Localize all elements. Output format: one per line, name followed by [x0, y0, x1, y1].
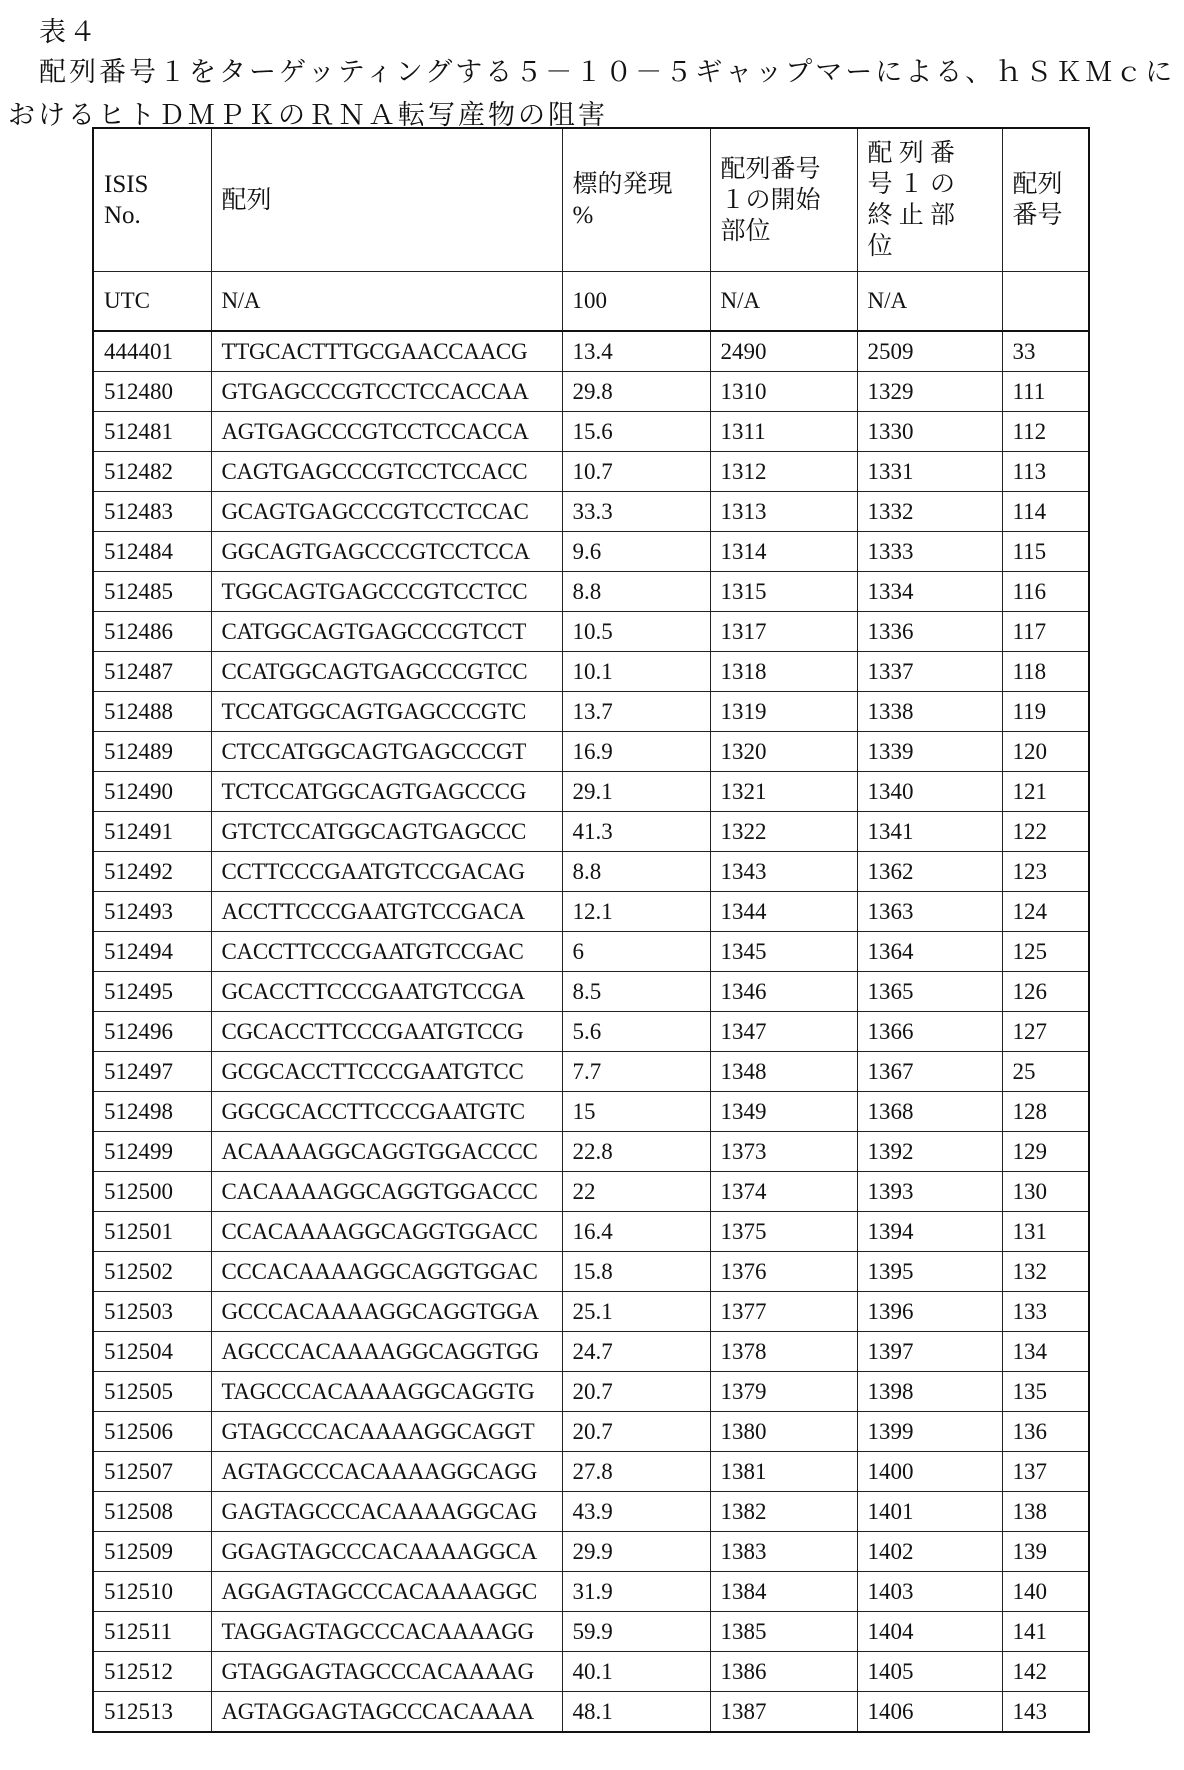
cell-seq-id-no: 143 — [1002, 1692, 1089, 1733]
cell-seq-id-no: 135 — [1002, 1372, 1089, 1412]
cell-seq-id-no: 142 — [1002, 1652, 1089, 1692]
cell-target-expression-pct: 16.9 — [562, 732, 710, 772]
cell-sequence: TAGGAGTAGCCCACAAAAGG — [211, 1612, 562, 1652]
cell-seq-id-no: 112 — [1002, 412, 1089, 452]
cell-seq-id-no: 120 — [1002, 732, 1089, 772]
table-row — [93, 812, 1089, 852]
cell-isis-no: 512504 — [93, 1332, 211, 1372]
cell-start-site: 1386 — [710, 1652, 857, 1692]
cell-start-site: 1349 — [710, 1092, 857, 1132]
cell-sequence: GAGTAGCCCACAAAAGGCAG — [211, 1492, 562, 1532]
table-row — [93, 932, 1089, 972]
table-row — [93, 1532, 1089, 1572]
cell-stop-site: 1334 — [857, 572, 1002, 612]
cell-target-expression-pct: 40.1 — [562, 1652, 710, 1692]
cell-stop-site: 1339 — [857, 732, 1002, 772]
cell-isis-no: UTC — [93, 272, 211, 332]
cell-seq-id-no: 125 — [1002, 932, 1089, 972]
table-row — [93, 1252, 1089, 1292]
cell-stop-site: 1406 — [857, 1692, 1002, 1733]
cell-sequence: CAGTGAGCCCGTCCTCCACC — [211, 452, 562, 492]
cell-target-expression-pct: 29.9 — [562, 1532, 710, 1572]
cell-seq-id-no: 138 — [1002, 1492, 1089, 1532]
cell-stop-site: 1363 — [857, 892, 1002, 932]
cell-start-site: 1317 — [710, 612, 857, 652]
cell-stop-site: 1341 — [857, 812, 1002, 852]
cell-sequence: CTCCATGGCAGTGAGCCCGT — [211, 732, 562, 772]
cell-seq-id-no: 114 — [1002, 492, 1089, 532]
header-line: 位 — [868, 231, 1002, 262]
cell-seq-id-no: 113 — [1002, 452, 1089, 492]
cell-start-site: 2490 — [710, 331, 857, 372]
cell-seq-id-no: 119 — [1002, 692, 1089, 732]
cell-sequence: GCCCACAAAAGGCAGGTGGA — [211, 1292, 562, 1332]
cell-stop-site: 1397 — [857, 1332, 1002, 1372]
table-row — [93, 1612, 1089, 1652]
cell-stop-site: 1332 — [857, 492, 1002, 532]
cell-sequence: N/A — [211, 272, 562, 332]
table-row — [93, 1052, 1089, 1092]
cell-start-site: N/A — [710, 272, 857, 332]
cell-stop-site: 1337 — [857, 652, 1002, 692]
cell-seq-id-no: 122 — [1002, 812, 1089, 852]
cell-isis-no: 512495 — [93, 972, 211, 1012]
cell-start-site: 1348 — [710, 1052, 857, 1092]
cell-sequence: GTAGGAGTAGCCCACAAAAG — [211, 1652, 562, 1692]
header-line: 配 列 番 — [868, 138, 1002, 169]
cell-seq-id-no: 118 — [1002, 652, 1089, 692]
cell-seq-id-no: 121 — [1002, 772, 1089, 812]
cell-start-site: 1378 — [710, 1332, 857, 1372]
table-row — [93, 1132, 1089, 1172]
header-line: 標的発現 — [573, 169, 710, 200]
cell-sequence: GCACCTTCCCGAATGTCCGA — [211, 972, 562, 1012]
cell-sequence: CCATGGCAGTGAGCCCGTCC — [211, 652, 562, 692]
cell-start-site: 1374 — [710, 1172, 857, 1212]
control-row — [93, 272, 1089, 332]
cell-target-expression-pct: 31.9 — [562, 1572, 710, 1612]
header-row — [93, 128, 1089, 272]
cell-start-site: 1381 — [710, 1452, 857, 1492]
cell-seq-id-no: 115 — [1002, 532, 1089, 572]
header-line: １の開始 — [721, 185, 857, 216]
header-line: 部位 — [721, 216, 857, 247]
cell-seq-id-no: 111 — [1002, 372, 1089, 412]
column-header-target-expression-pct — [562, 128, 710, 272]
cell-isis-no: 512482 — [93, 452, 211, 492]
cell-isis-no: 512508 — [93, 1492, 211, 1532]
cell-target-expression-pct: 16.4 — [562, 1212, 710, 1252]
cell-seq-id-no: 116 — [1002, 572, 1089, 612]
table-row — [93, 412, 1089, 452]
cell-sequence: CCACAAAAGGCAGGTGGACC — [211, 1212, 562, 1252]
cell-isis-no: 512487 — [93, 652, 211, 692]
cell-stop-site: 1393 — [857, 1172, 1002, 1212]
cell-stop-site: 1402 — [857, 1532, 1002, 1572]
cell-seq-id-no: 136 — [1002, 1412, 1089, 1452]
cell-stop-site: 1395 — [857, 1252, 1002, 1292]
cell-stop-site: 1405 — [857, 1652, 1002, 1692]
cell-isis-no: 512488 — [93, 692, 211, 732]
table-row — [93, 1412, 1089, 1452]
cell-start-site: 1321 — [710, 772, 857, 812]
cell-seq-id-no: 117 — [1002, 612, 1089, 652]
cell-target-expression-pct: 13.4 — [562, 331, 710, 372]
cell-seq-id-no: 130 — [1002, 1172, 1089, 1212]
cell-seq-id-no: 137 — [1002, 1452, 1089, 1492]
cell-start-site: 1345 — [710, 932, 857, 972]
cell-isis-no: 512501 — [93, 1212, 211, 1252]
cell-sequence: TCCATGGCAGTGAGCCCGTC — [211, 692, 562, 732]
table-row — [93, 852, 1089, 892]
header-line: 番号 — [1013, 200, 1089, 231]
header-line: ISIS — [104, 169, 211, 200]
cell-start-site: 1311 — [710, 412, 857, 452]
column-header-stop-site — [857, 128, 1002, 272]
table-row — [93, 1092, 1089, 1132]
cell-isis-no: 512510 — [93, 1572, 211, 1612]
cell-sequence: CACCTTCCCGAATGTCCGAC — [211, 932, 562, 972]
cell-sequence: GGCAGTGAGCCCGTCCTCCA — [211, 532, 562, 572]
cell-stop-site: 1401 — [857, 1492, 1002, 1532]
cell-seq-id-no: 124 — [1002, 892, 1089, 932]
cell-start-site: 1347 — [710, 1012, 857, 1052]
cell-sequence: GTGAGCCCGTCCTCCACCAA — [211, 372, 562, 412]
cell-isis-no: 512498 — [93, 1092, 211, 1132]
cell-start-site: 1385 — [710, 1612, 857, 1652]
cell-target-expression-pct: 48.1 — [562, 1692, 710, 1733]
cell-start-site: 1380 — [710, 1412, 857, 1452]
cell-seq-id-no — [1002, 272, 1089, 332]
table-row — [93, 772, 1089, 812]
cell-sequence: TGGCAGTGAGCCCGTCCTCC — [211, 572, 562, 612]
cell-start-site: 1376 — [710, 1252, 857, 1292]
cell-sequence: AGTAGGAGTAGCCCACAAAA — [211, 1692, 562, 1733]
cell-sequence: GCGCACCTTCCCGAATGTCC — [211, 1052, 562, 1092]
cell-target-expression-pct: 33.3 — [562, 492, 710, 532]
cell-target-expression-pct: 15.6 — [562, 412, 710, 452]
cell-sequence: TTGCACTTTGCGAACCAACG — [211, 331, 562, 372]
cell-start-site: 1344 — [710, 892, 857, 932]
cell-isis-no: 512513 — [93, 1692, 211, 1733]
cell-sequence: CGCACCTTCCCGAATGTCCG — [211, 1012, 562, 1052]
cell-sequence: GTCTCCATGGCAGTGAGCCC — [211, 812, 562, 852]
table-caption-line-1: 配列番号１をターゲッティングする５－１０－５ギャップマーによる、ｈＳＫＭｃに — [39, 50, 1175, 89]
cell-seq-id-no: 127 — [1002, 1012, 1089, 1052]
cell-stop-site: 1392 — [857, 1132, 1002, 1172]
table-row — [93, 612, 1089, 652]
cell-isis-no: 512485 — [93, 572, 211, 612]
cell-target-expression-pct: 20.7 — [562, 1372, 710, 1412]
table-body — [93, 272, 1089, 1733]
cell-seq-id-no: 126 — [1002, 972, 1089, 1012]
cell-isis-no: 512484 — [93, 532, 211, 572]
cell-stop-site: 1365 — [857, 972, 1002, 1012]
cell-seq-id-no: 131 — [1002, 1212, 1089, 1252]
cell-start-site: 1318 — [710, 652, 857, 692]
header-line: No. — [104, 200, 211, 231]
table-row — [93, 1012, 1089, 1052]
header-line: 配列 — [1013, 169, 1089, 200]
cell-sequence: AGTGAGCCCGTCCTCCACCA — [211, 412, 562, 452]
cell-target-expression-pct: 12.1 — [562, 892, 710, 932]
table-row — [93, 1572, 1089, 1612]
cell-sequence: GTAGCCCACAAAAGGCAGGT — [211, 1412, 562, 1452]
table-row — [93, 892, 1089, 932]
cell-seq-id-no: 33 — [1002, 331, 1089, 372]
cell-start-site: 1375 — [710, 1212, 857, 1252]
cell-seq-id-no: 139 — [1002, 1532, 1089, 1572]
cell-isis-no: 512506 — [93, 1412, 211, 1452]
cell-stop-site: 1404 — [857, 1612, 1002, 1652]
cell-target-expression-pct: 15 — [562, 1092, 710, 1132]
cell-sequence: GCAGTGAGCCCGTCCTCCAC — [211, 492, 562, 532]
header-line: 配列 — [222, 185, 562, 216]
cell-stop-site: 2509 — [857, 331, 1002, 372]
cell-isis-no: 512480 — [93, 372, 211, 412]
cell-target-expression-pct: 41.3 — [562, 812, 710, 852]
cell-target-expression-pct: 10.5 — [562, 612, 710, 652]
cell-start-site: 1383 — [710, 1532, 857, 1572]
cell-sequence: TAGCCCACAAAAGGCAGGTG — [211, 1372, 562, 1412]
cell-sequence: CCTTCCCGAATGTCCGACAG — [211, 852, 562, 892]
cell-isis-no: 512507 — [93, 1452, 211, 1492]
cell-sequence: CATGGCAGTGAGCCCGTCCT — [211, 612, 562, 652]
cell-sequence: GGCGCACCTTCCCGAATGTC — [211, 1092, 562, 1132]
cell-isis-no: 512509 — [93, 1532, 211, 1572]
cell-start-site: 1319 — [710, 692, 857, 732]
cell-target-expression-pct: 10.1 — [562, 652, 710, 692]
table-row — [93, 1332, 1089, 1372]
cell-start-site: 1313 — [710, 492, 857, 532]
table-row — [93, 1652, 1089, 1692]
cell-start-site: 1387 — [710, 1692, 857, 1733]
cell-stop-site: 1364 — [857, 932, 1002, 972]
cell-seq-id-no: 129 — [1002, 1132, 1089, 1172]
table-row — [93, 331, 1089, 372]
cell-isis-no: 512500 — [93, 1172, 211, 1212]
cell-stop-site: 1340 — [857, 772, 1002, 812]
cell-stop-site: 1362 — [857, 852, 1002, 892]
cell-sequence: CCCACAAAAGGCAGGTGGAC — [211, 1252, 562, 1292]
cell-isis-no: 512493 — [93, 892, 211, 932]
cell-start-site: 1310 — [710, 372, 857, 412]
cell-stop-site: N/A — [857, 272, 1002, 332]
cell-target-expression-pct: 25.1 — [562, 1292, 710, 1332]
table-row — [93, 452, 1089, 492]
header-line: 配列番号 — [721, 154, 857, 185]
cell-target-expression-pct: 27.8 — [562, 1452, 710, 1492]
cell-target-expression-pct: 13.7 — [562, 692, 710, 732]
cell-target-expression-pct: 8.8 — [562, 572, 710, 612]
cell-sequence: ACCTTCCCGAATGTCCGACA — [211, 892, 562, 932]
column-header-sequence — [211, 128, 562, 272]
cell-start-site: 1315 — [710, 572, 857, 612]
cell-target-expression-pct: 100 — [562, 272, 710, 332]
cell-sequence: AGGAGTAGCCCACAAAAGGC — [211, 1572, 562, 1612]
cell-stop-site: 1333 — [857, 532, 1002, 572]
table-row — [93, 532, 1089, 572]
cell-sequence: TCTCCATGGCAGTGAGCCCG — [211, 772, 562, 812]
results-table — [92, 127, 1090, 1733]
cell-stop-site: 1367 — [857, 1052, 1002, 1092]
table-row — [93, 1692, 1089, 1733]
table-row — [93, 372, 1089, 412]
table-caption-line-2: おけるヒトＤＭＰＫのＲＮＡ転写産物の阻害 — [8, 93, 608, 132]
cell-seq-id-no: 128 — [1002, 1092, 1089, 1132]
cell-stop-site: 1336 — [857, 612, 1002, 652]
cell-start-site: 1346 — [710, 972, 857, 1012]
cell-stop-site: 1366 — [857, 1012, 1002, 1052]
header-line: % — [573, 200, 710, 231]
cell-isis-no: 512497 — [93, 1052, 211, 1092]
cell-isis-no: 512499 — [93, 1132, 211, 1172]
column-header-isis-no — [93, 128, 211, 272]
cell-seq-id-no: 123 — [1002, 852, 1089, 892]
cell-target-expression-pct: 20.7 — [562, 1412, 710, 1452]
cell-seq-id-no: 141 — [1002, 1612, 1089, 1652]
cell-target-expression-pct: 29.1 — [562, 772, 710, 812]
cell-isis-no: 512503 — [93, 1292, 211, 1332]
table-label: 表４ — [39, 10, 99, 49]
table-row — [93, 492, 1089, 532]
cell-start-site: 1343 — [710, 852, 857, 892]
cell-target-expression-pct: 8.8 — [562, 852, 710, 892]
cell-stop-site: 1329 — [857, 372, 1002, 412]
cell-target-expression-pct: 22 — [562, 1172, 710, 1212]
cell-stop-site: 1368 — [857, 1092, 1002, 1132]
cell-target-expression-pct: 43.9 — [562, 1492, 710, 1532]
cell-target-expression-pct: 8.5 — [562, 972, 710, 1012]
cell-stop-site: 1399 — [857, 1412, 1002, 1452]
cell-seq-id-no: 132 — [1002, 1252, 1089, 1292]
cell-isis-no: 512481 — [93, 412, 211, 452]
cell-stop-site: 1394 — [857, 1212, 1002, 1252]
cell-target-expression-pct: 59.9 — [562, 1612, 710, 1652]
cell-isis-no: 444401 — [93, 331, 211, 372]
cell-start-site: 1322 — [710, 812, 857, 852]
cell-stop-site: 1400 — [857, 1452, 1002, 1492]
header-line: 号 １ の — [868, 169, 1002, 200]
cell-start-site: 1382 — [710, 1492, 857, 1532]
table-row — [93, 1492, 1089, 1532]
cell-start-site: 1314 — [710, 532, 857, 572]
table-row — [93, 1212, 1089, 1252]
table-row — [93, 1292, 1089, 1332]
cell-seq-id-no: 134 — [1002, 1332, 1089, 1372]
cell-isis-no: 512496 — [93, 1012, 211, 1052]
cell-isis-no: 512505 — [93, 1372, 211, 1412]
cell-target-expression-pct: 15.8 — [562, 1252, 710, 1292]
cell-isis-no: 512486 — [93, 612, 211, 652]
table-row — [93, 732, 1089, 772]
column-header-start-site — [710, 128, 857, 272]
column-header-seq-id-no — [1002, 128, 1089, 272]
cell-stop-site: 1338 — [857, 692, 1002, 732]
cell-target-expression-pct: 7.7 — [562, 1052, 710, 1092]
cell-sequence: AGCCCACAAAAGGCAGGTGG — [211, 1332, 562, 1372]
cell-stop-site: 1403 — [857, 1572, 1002, 1612]
table-row — [93, 572, 1089, 612]
cell-seq-id-no: 25 — [1002, 1052, 1089, 1092]
cell-isis-no: 512483 — [93, 492, 211, 532]
cell-target-expression-pct: 29.8 — [562, 372, 710, 412]
cell-start-site: 1312 — [710, 452, 857, 492]
cell-sequence: ACAAAAGGCAGGTGGACCCC — [211, 1132, 562, 1172]
cell-seq-id-no: 133 — [1002, 1292, 1089, 1332]
cell-target-expression-pct: 9.6 — [562, 532, 710, 572]
cell-isis-no: 512512 — [93, 1652, 211, 1692]
cell-target-expression-pct: 24.7 — [562, 1332, 710, 1372]
table-row — [93, 1372, 1089, 1412]
cell-isis-no: 512502 — [93, 1252, 211, 1292]
cell-start-site: 1373 — [710, 1132, 857, 1172]
table-row — [93, 1452, 1089, 1492]
cell-isis-no: 512489 — [93, 732, 211, 772]
cell-seq-id-no: 140 — [1002, 1572, 1089, 1612]
cell-target-expression-pct: 6 — [562, 932, 710, 972]
cell-isis-no: 512511 — [93, 1612, 211, 1652]
header-line: 終 止 部 — [868, 200, 1002, 231]
cell-target-expression-pct: 10.7 — [562, 452, 710, 492]
table-row — [93, 692, 1089, 732]
cell-start-site: 1384 — [710, 1572, 857, 1612]
cell-stop-site: 1330 — [857, 412, 1002, 452]
cell-isis-no: 512491 — [93, 812, 211, 852]
cell-sequence: GGAGTAGCCCACAAAAGGCA — [211, 1532, 562, 1572]
cell-start-site: 1320 — [710, 732, 857, 772]
table-row — [93, 652, 1089, 692]
cell-target-expression-pct: 22.8 — [562, 1132, 710, 1172]
cell-sequence: AGTAGCCCACAAAAGGCAGG — [211, 1452, 562, 1492]
cell-stop-site: 1396 — [857, 1292, 1002, 1332]
table-row — [93, 972, 1089, 1012]
cell-sequence: CACAAAAGGCAGGTGGACCC — [211, 1172, 562, 1212]
cell-isis-no: 512490 — [93, 772, 211, 812]
cell-isis-no: 512492 — [93, 852, 211, 892]
cell-start-site: 1377 — [710, 1292, 857, 1332]
cell-isis-no: 512494 — [93, 932, 211, 972]
cell-stop-site: 1331 — [857, 452, 1002, 492]
cell-target-expression-pct: 5.6 — [562, 1012, 710, 1052]
cell-stop-site: 1398 — [857, 1372, 1002, 1412]
cell-start-site: 1379 — [710, 1372, 857, 1412]
table-row — [93, 1172, 1089, 1212]
